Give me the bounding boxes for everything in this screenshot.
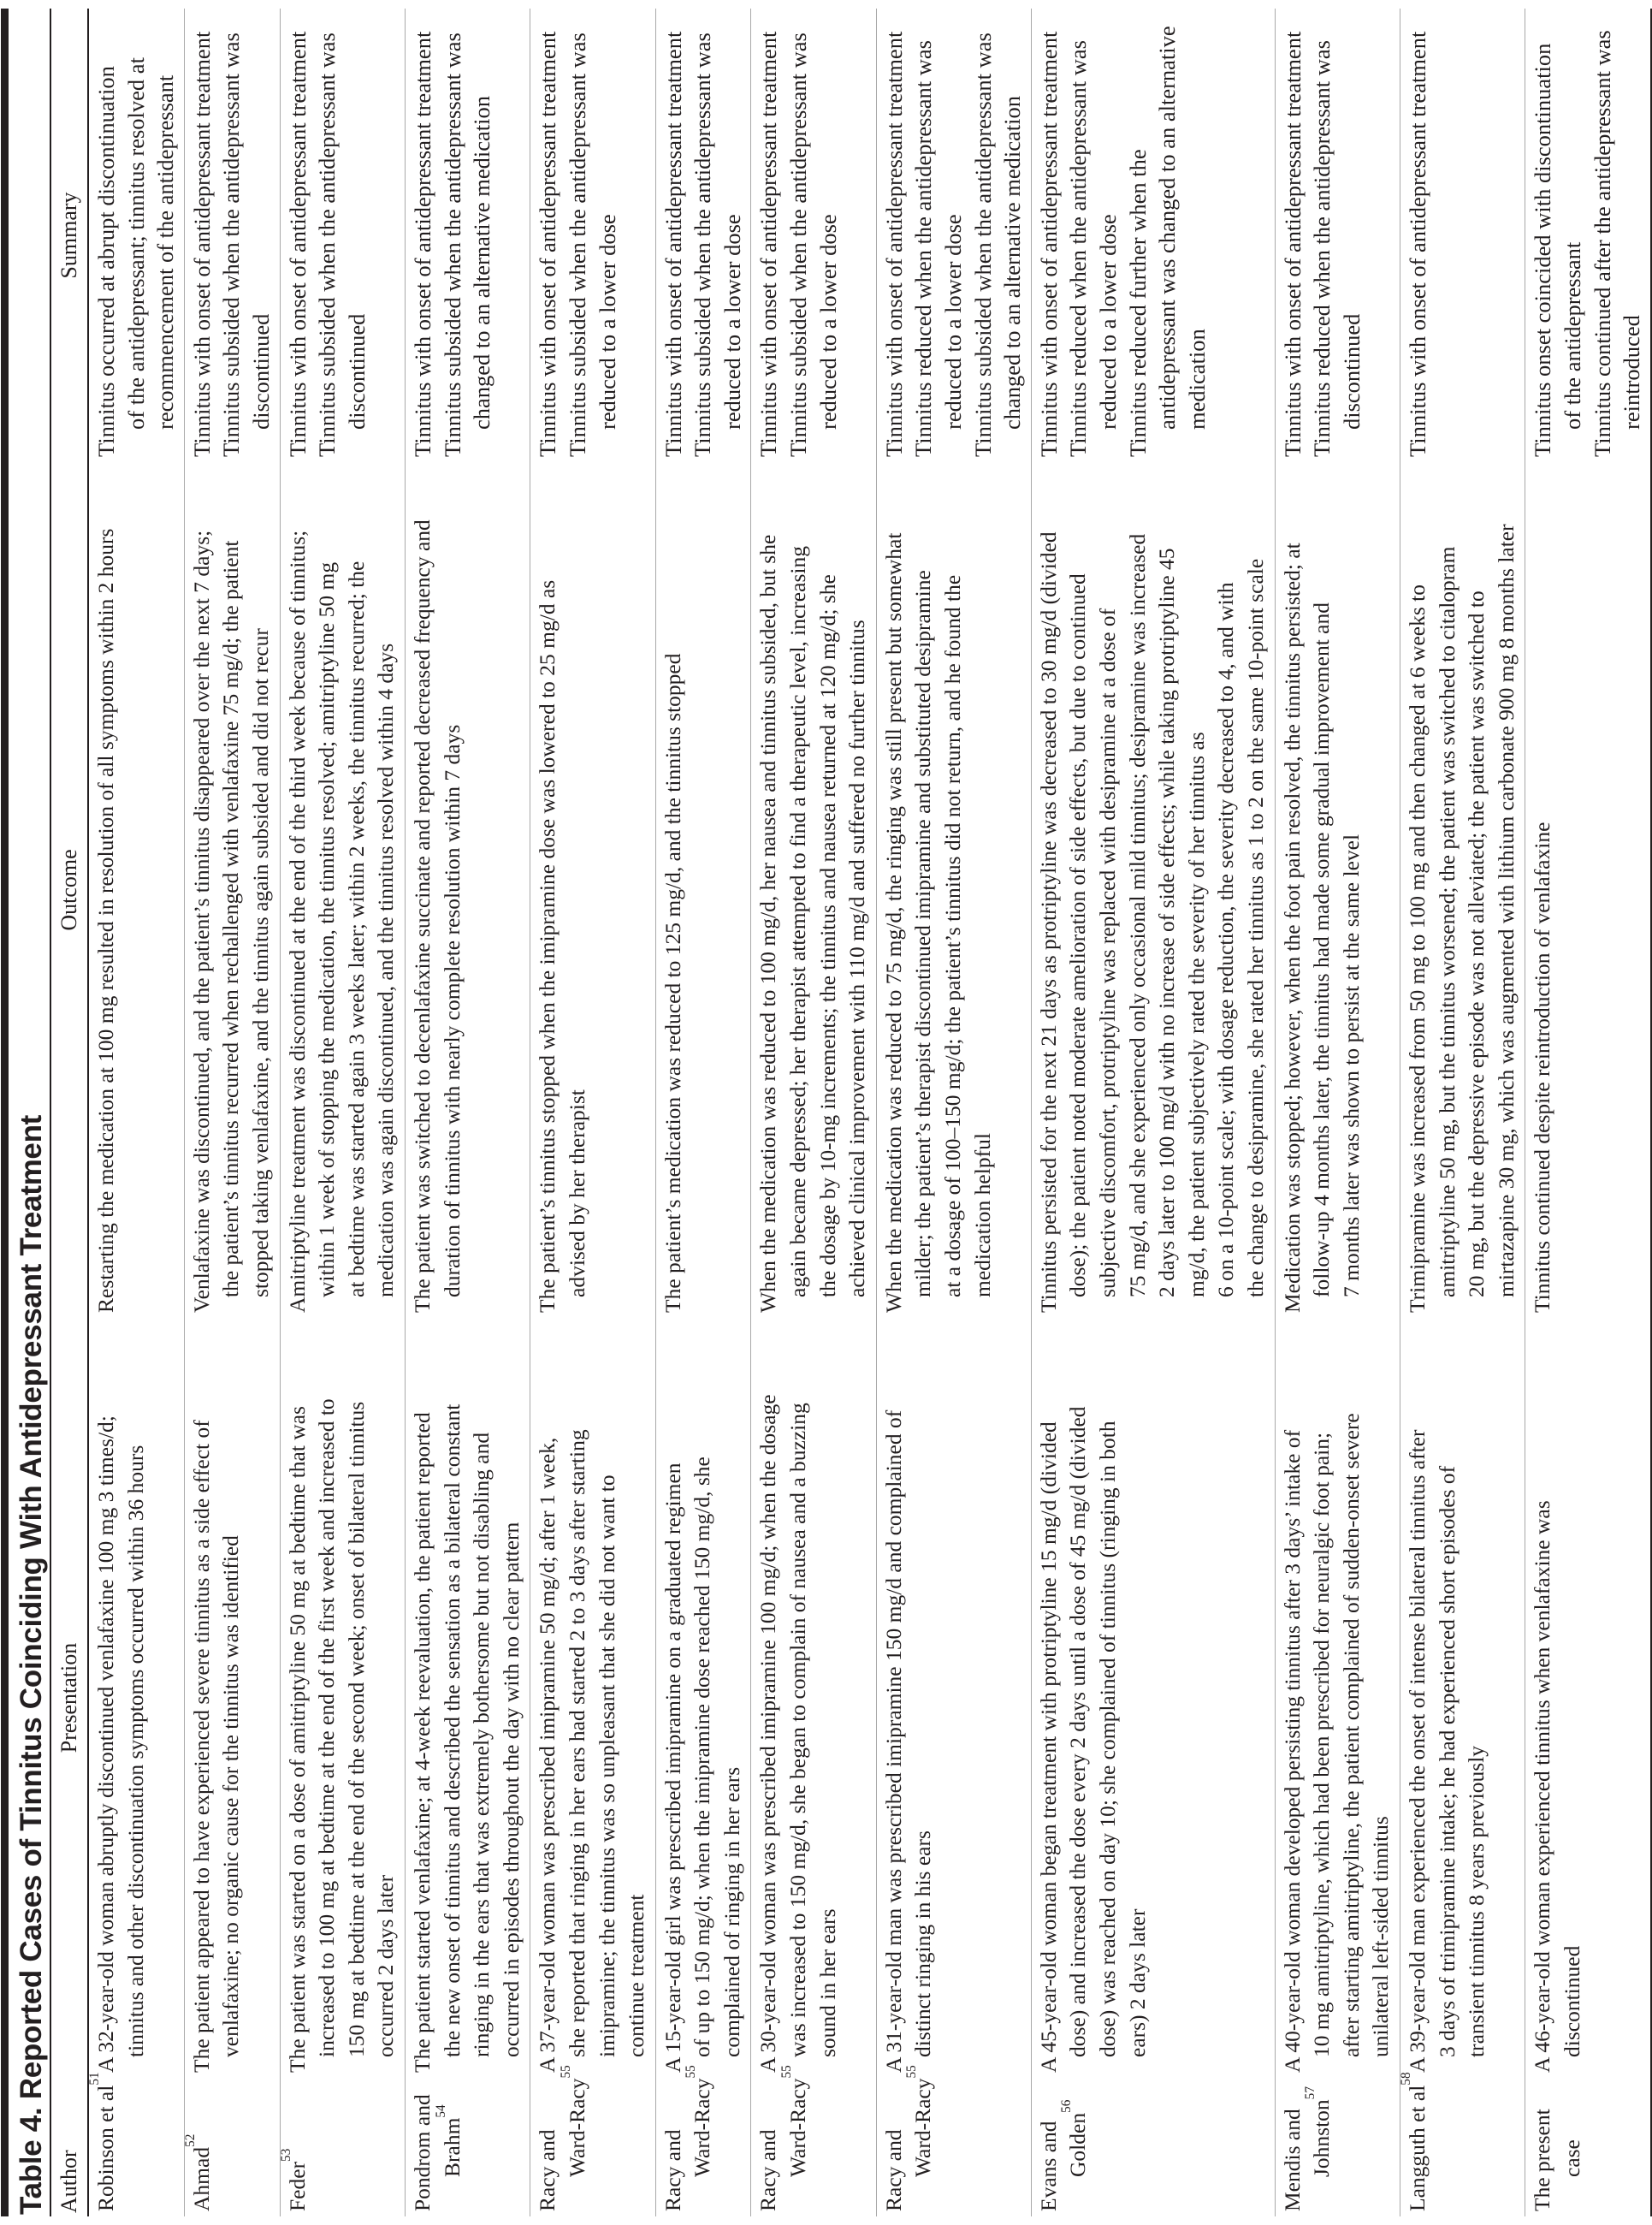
summary-line: Tinnitus reduced when the antidepressant was [1309, 40, 1335, 457]
author-cell [184, 2078, 280, 2216]
outcome-line: Venlafaxine was discontinued, and the patient’s tinnitus disappeared over the next 7 days; [188, 530, 214, 1313]
outcome-line: mirtazapine 30 mg, which was augmented with lithium carbonate 900 mg 8 months later [1493, 524, 1519, 1297]
summary-paragraph [1528, 12, 1587, 457]
outcome-line: 75 mg/d, and she experienced only occasional mild tinnitus; desipramine was increased [1124, 533, 1150, 1297]
presentation-paragraph [1528, 1321, 1587, 2073]
presentation-cell [1525, 1318, 1651, 2078]
summary-paragraph [187, 12, 217, 457]
outcome-line: The patient was switched to decenlafaxine succinate and reported decreased frequency and [409, 519, 435, 1313]
summary-paragraph [533, 12, 563, 457]
outcome-line: 20 mg, but the depressive episode was not alleviated; the patient was switched to [1464, 590, 1489, 1297]
summary-cell [876, 9, 1031, 462]
outcome-paragraph [187, 466, 276, 1313]
summary-paragraph [312, 12, 371, 457]
presentation-line: tinnitus and other discontinuation symptoms occurred within 36 hours [122, 1445, 148, 2057]
outcome-paragraph [1278, 466, 1367, 1313]
summary-paragraph [968, 12, 1027, 457]
presentation-paragraph [1034, 1321, 1152, 2073]
table-row [1525, 9, 1651, 2216]
summary-cell [1031, 9, 1275, 462]
summary-cell [1400, 9, 1525, 462]
author-cell [751, 2065, 876, 2216]
reference-number: 57 [1303, 2086, 1318, 2100]
outcome-cell [655, 462, 751, 1318]
presentation-line: imipramine; the tinnitus was so unpleasant that she did not want to [594, 1474, 619, 2057]
presentation-cell [530, 1318, 655, 2078]
summary-paragraph [1403, 12, 1433, 457]
summary-cell [1525, 9, 1651, 462]
summary-paragraph [438, 12, 497, 457]
summary-line: Tinnitus continued after the antidepressant was [1589, 30, 1615, 457]
author-line [278, 2081, 313, 2211]
author-name: Racy and [880, 2129, 906, 2211]
author-cell [1275, 2078, 1400, 2216]
summary-line: Tinnitus with onset of antidepressant treatment [1279, 31, 1306, 457]
presentation-line: A 40-year-old woman developed persisting tinnitus after 3 days’ intake of [1279, 1429, 1305, 2073]
outcome-line: Tinnitus continued despite reintroduction of venlafaxine [1530, 822, 1555, 1313]
reference-number: 55 [558, 2065, 573, 2079]
author-line [1528, 2081, 1558, 2211]
author-line [754, 2081, 784, 2211]
presentation-line: The patient started venlafaxine; at 4-week reevaluation, the patient reported [409, 1412, 435, 2073]
author-name: Golden [1065, 2112, 1091, 2177]
presentation-cell [655, 1318, 751, 2078]
summary-line: Tinnitus subsided when the antidepressant was [439, 33, 465, 457]
presentation-paragraph [283, 1321, 401, 2073]
outcome-line: The patient’s tinnitus stopped when the imipramine dose was lowered to 25 mg/d as [535, 579, 560, 1313]
presentation-line: complained of ringing in her ears [719, 1766, 744, 2057]
outcome-line: at a dosage of 100–150 mg/d; the patient’s tinnitus did not return, and he found the [940, 574, 966, 1297]
presentation-line: dose) and increased the dose every 2 days until a dose of 45 mg/d (divided [1065, 1406, 1091, 2057]
summary-line: Tinnitus subsided when the antidepressant was [785, 33, 812, 457]
cases-table [50, 9, 1652, 2216]
outcome-cell [1400, 462, 1525, 1318]
summary-paragraph [563, 12, 622, 457]
presentation-cell [1400, 1318, 1525, 2078]
table-row [280, 9, 405, 2216]
summary-line: Tinnitus reduced when the antidepressant was [910, 40, 937, 457]
presentation-cell [1275, 1318, 1400, 2078]
outcome-cell [405, 462, 530, 1318]
summary-line: discontinued [343, 313, 370, 430]
summary-paragraph [408, 12, 438, 457]
presentation-paragraph [1403, 1321, 1492, 2073]
outcome-line: dose); the patient noted moderate amelioration of side effects, but due to continued [1065, 573, 1091, 1297]
presentation-line: the new onset of tinnitus and described the sensation as a bilateral constant [439, 1403, 465, 2057]
outcome-paragraph [1528, 466, 1558, 1313]
outcome-line: at bedtime was started again 3 weeks later; within 2 weeks, the tinnitus recurred; the [343, 561, 369, 1297]
presentation-line: dose) was reached on day 10; she complained of tinnitus (ringing in both [1095, 1421, 1120, 2057]
author-name: Ward-Racy [910, 2078, 936, 2177]
table-row [184, 9, 280, 2216]
outcome-cell [88, 462, 184, 1318]
top-rule [1, 9, 9, 2216]
table-row [751, 9, 876, 2216]
column-header-outcome: Outcome [56, 849, 81, 931]
summary-line: discontinued [247, 313, 274, 430]
summary-cell [1275, 9, 1400, 462]
summary-cell [751, 9, 876, 462]
summary-line: Tinnitus with onset of antidepressant treatment [880, 31, 907, 457]
reference-number: 55 [779, 2065, 795, 2079]
author-name: Langguth et al [1404, 2085, 1430, 2211]
summary-line: Tinnitus with onset of antidepressant treatment [1404, 31, 1430, 457]
summary-cell [280, 9, 405, 462]
author-line [1558, 2081, 1588, 2211]
author-name: Feder [284, 2161, 310, 2211]
author-line [904, 2065, 939, 2211]
presentation-line: 150 mg at bedtime at the end of the second week; onset of bilateral tinnitus [343, 1401, 369, 2057]
outcome-cell [530, 462, 655, 1318]
summary-line: recommencement of the antidepressant [152, 74, 179, 430]
outcome-line: 7 months later was shown to persist at the same level [1338, 834, 1364, 1297]
author-name: Ward-Racy [564, 2078, 589, 2177]
summary-cell [530, 9, 655, 462]
outcome-line: the change to desipramine, she rated her tinnitus as 1 to 2 on the same 10-point scale [1242, 558, 1268, 1297]
author-name: Racy and [755, 2129, 781, 2211]
outcome-cell [184, 462, 280, 1318]
presentation-line: venlafaxine; no organic cause for the tinnitus was identified [218, 1535, 244, 2057]
presentation-line: of up to 150 mg/d; when the imipramine dose reached 150 mg/d, she [690, 1457, 715, 2057]
presentation-paragraph [533, 1321, 651, 2073]
presentation-paragraph [408, 1321, 526, 2073]
author-name: Ward-Racy [690, 2078, 715, 2177]
outcome-line: again became depressed; her therapist attempted to find a therapeutic level, increasing [785, 546, 811, 1297]
header-row [50, 9, 88, 2216]
summary-line: Tinnitus subsided when the antidepressant was [314, 33, 340, 457]
author-name: Racy and [535, 2129, 560, 2211]
summary-line: medication [1183, 329, 1210, 430]
summary-paragraph [659, 12, 689, 457]
presentation-line: 10 mg amitriptyline, which had been prescribed for neuralgic foot pain; [1309, 1432, 1335, 2057]
table-row [88, 9, 184, 2216]
summary-cell [184, 9, 280, 462]
presentation-paragraph [1278, 1321, 1396, 2073]
outcome-line: The patient’s medication was reduced to 125 mg/d, and the tinnitus stopped [660, 653, 685, 1313]
outcome-line: duration of tinnitus with nearly complete resolution within 7 days [439, 724, 465, 1297]
outcome-line: Trimipramine was increased from 50 mg to 100 mg and then changed at 6 weeks to [1404, 584, 1430, 1313]
table-row [1400, 9, 1525, 2216]
outcome-paragraph [1403, 466, 1521, 1313]
table-row [876, 9, 1031, 2216]
summary-line: Tinnitus with onset of antidepressant treatment [755, 31, 782, 457]
author-cell [655, 2065, 751, 2216]
presentation-line: ringing in the ears that was extremely bothersome but not disabling and [469, 1432, 494, 2057]
presentation-line: A 32-year-old woman abruptly discontinued venlafaxine 100 mg 3 times/d; [93, 1415, 118, 2073]
outcome-line: 6 on a 10-point scale; with dosage reduction, the severity decreased to 4, and with [1213, 582, 1239, 1297]
presentation-cell [280, 1318, 405, 2078]
table-row [655, 9, 751, 2216]
author-line [1059, 2081, 1093, 2211]
outcome-paragraph [533, 466, 592, 1313]
author-line [1303, 2081, 1337, 2211]
summary-paragraph [1063, 12, 1122, 457]
summary-line: Tinnitus subsided when the antidepressant was [969, 33, 996, 457]
presentation-line: she reported that ringing in her ears had started 2 to 3 days after starting [564, 1429, 589, 2057]
presentation-line: A 46-year-old woman experienced tinnitus when venlafaxine was [1530, 1500, 1555, 2073]
column-header-summary: Summary [56, 192, 81, 279]
summary-line: Tinnitus subsided when the antidepressant was [218, 33, 245, 457]
author-line [779, 2065, 814, 2211]
summary-line: reduced to a lower dose [594, 214, 620, 430]
summary-line: reduced to a lower dose [1095, 214, 1121, 430]
author-cell [280, 2078, 405, 2216]
reference-number: 52 [182, 2133, 198, 2147]
author-name: Evans and [1035, 2121, 1061, 2211]
outcome-line: Restarting the medication at 100 mg resulted in resolution of all symptoms within 2 hours [93, 528, 118, 1313]
table-row [1275, 9, 1400, 2216]
author-line [1398, 2072, 1433, 2211]
summary-line: Tinnitus subsided when the antidepressant was [690, 33, 716, 457]
outcome-line: When the medication was reduced to 100 mg/d, her nausea and tinnitus subsided, but she [755, 534, 781, 1313]
summary-paragraph [879, 12, 909, 457]
author-name: case [1559, 2139, 1584, 2177]
presentation-cell [184, 1318, 280, 2078]
summary-line: of the antidepressant [1559, 241, 1585, 430]
presentation-cell [405, 1318, 530, 2078]
reference-number: 54 [433, 2104, 448, 2118]
outcome-line: advised by her therapist [564, 1089, 589, 1297]
author-line [879, 2081, 909, 2211]
outcome-paragraph [408, 466, 467, 1313]
summary-line: reduced to a lower dose [719, 214, 745, 430]
presentation-line: A 31-year-old man was prescribed imipramine 150 mg/d and complained of [880, 1409, 906, 2073]
author-cell [1398, 2072, 1525, 2216]
table-body [88, 9, 1651, 2216]
author-cell [405, 2078, 530, 2216]
author-name: The present [1530, 2109, 1555, 2211]
reference-number: 53 [278, 2148, 293, 2162]
author-cell [1031, 2078, 1275, 2216]
outcome-cell [1275, 462, 1400, 1318]
presentation-line: sound in her ears [814, 1908, 840, 2057]
column-header-presentation: Presentation [56, 1642, 81, 1753]
table-row [1031, 9, 1275, 2216]
outcome-line: milder; the patient’s therapist discontinued imipramine and substituted desipramine [910, 570, 936, 1297]
outcome-line: When the medication was reduced to 75 mg/d, the ringing was still present but somewhat [880, 532, 906, 1313]
reference-number: 56 [1059, 2099, 1075, 2113]
author-line [558, 2065, 593, 2211]
outcome-line: follow-up 4 months later, the tinnitus had made some gradual improvement and [1309, 602, 1335, 1297]
summary-line: Tinnitus with onset of antidepressant treatment [188, 31, 215, 457]
summary-cell [405, 9, 530, 462]
outcome-paragraph [283, 466, 401, 1313]
author-name: Ahmad [188, 2146, 214, 2211]
presentation-line: A 15-year-old girl was prescribed imipramine on a graduated regimen [660, 1463, 685, 2073]
outcome-line: medication helpful [969, 1133, 995, 1297]
summary-paragraph [909, 12, 968, 457]
outcome-line: achieved clinical improvement with 110 mg/d and suffered no further tinnitus [844, 620, 870, 1297]
outcome-line: Tinnitus persisted for the next 21 days as protriptyline was decreased to 30 mg/d (divided [1035, 531, 1061, 1313]
summary-paragraph [754, 12, 784, 457]
outcome-line: medication was again discontinued, and the tinnitus resolved within 4 days [373, 643, 399, 1297]
author-line [659, 2081, 689, 2211]
presentation-paragraph [187, 1321, 246, 2073]
author-name: Ward-Racy [785, 2078, 811, 2177]
presentation-line: distinct ringing in his ears [910, 1830, 936, 2057]
outcome-line: the dosage by 10-mg increments; the tinnitus and nausea returned at 120 mg/d; she [814, 574, 840, 1297]
presentation-paragraph [92, 1321, 151, 2073]
author-line [533, 2081, 563, 2211]
outcome-paragraph [659, 466, 689, 1313]
summary-paragraph [92, 12, 181, 457]
author-cell [530, 2065, 655, 2216]
outcome-line: Medication was stopped; however, when the foot pain resolved, the tinnitus persisted; at [1279, 543, 1305, 1313]
author-line [182, 2081, 217, 2211]
column-header-author: Author [56, 2150, 81, 2213]
author-line [433, 2081, 468, 2211]
outcome-paragraph [754, 466, 872, 1313]
summary-line: Tinnitus with onset of antidepressant treatment [284, 31, 311, 457]
presentation-line: A 30-year-old woman was prescribed imipramine 100 mg/d; when the dosage [755, 1394, 781, 2073]
presentation-cell [751, 1318, 876, 2078]
presentation-line: increased to 100 mg at bedtime at the end of the first week and increased to [314, 1398, 340, 2057]
author-cell [1525, 2078, 1651, 2216]
reference-number: 58 [1398, 2072, 1413, 2086]
outcome-paragraph [879, 466, 998, 1313]
table-row [405, 9, 530, 2216]
presentation-line: A 39-year-old man experienced the onset of intense bilateral tinnitus after [1404, 1429, 1430, 2073]
summary-line: Tinnitus reduced further when the [1124, 149, 1151, 457]
presentation-cell [88, 1318, 184, 2078]
summary-line: reduced to a lower dose [814, 214, 841, 430]
summary-line: Tinnitus with onset of antidepressant treatment [409, 31, 435, 457]
presentation-line: A 45-year-old woman began treatment with protriptyline 15 mg/d (divided [1035, 1421, 1061, 2073]
outcome-line: 2 days later to 100 mg/d with no increase of side effects; while taking protriptyline 45 [1154, 548, 1180, 1297]
author-name: Robinson et al [93, 2085, 118, 2211]
author-name: Brahm [439, 2117, 465, 2177]
presentation-line: discontinued [1559, 1945, 1584, 2057]
summary-line: Tinnitus with onset of antidepressant treatment [660, 31, 686, 457]
presentation-line: A 37-year-old woman was prescribed imipramine 50 mg/d; after 1 week, [535, 1437, 560, 2073]
outcome-line: within 1 week of stopping the medication, the tinnitus resolved; amitriptyline 50 mg [314, 561, 340, 1297]
outcome-paragraph [92, 466, 121, 1313]
author-name: Pondrom and [409, 2094, 435, 2211]
outcome-cell [280, 462, 405, 1318]
outcome-line: subjective discomfort, protriptyline was replaced with desipramine at a dose of [1095, 608, 1120, 1297]
summary-paragraph [1123, 12, 1212, 457]
summary-line: changed to an alternative medication [999, 96, 1026, 430]
outcome-cell [1525, 462, 1651, 1318]
presentation-line: The patient was started on a dose of amitriptyline 50 mg at bedtime that was [284, 1406, 310, 2073]
reference-number: 51 [87, 2072, 102, 2086]
summary-line: Tinnitus subsided when the antidepressant was [564, 33, 590, 457]
outcome-cell [876, 462, 1031, 1318]
summary-paragraph [1588, 12, 1647, 457]
reference-number: 55 [684, 2065, 699, 2079]
summary-line: Tinnitus with onset of antidepressant treatment [535, 31, 561, 457]
presentation-paragraph [754, 1321, 843, 2073]
presentation-line: after starting amitriptyline, the patient complained of sudden-onset severe [1338, 1413, 1364, 2057]
presentation-line: was increased to 150 mg/d, she began to complain of nausea and a buzzing [785, 1403, 811, 2057]
presentation-line: occurred in episodes throughout the day with no clear pattern [498, 1522, 524, 2057]
presentation-cell [1031, 1318, 1275, 2078]
author-cell [87, 2072, 184, 2216]
table-row [530, 9, 655, 2216]
outcome-line: Amitriptyline treatment was discontinued at the end of the third week because of tinnitus; [284, 530, 310, 1313]
presentation-line: ears) 2 days later [1124, 1908, 1150, 2057]
summary-paragraph [1034, 12, 1064, 457]
outcome-line: the patient’s tinnitus recurred when rechallenged with venlafaxine 75 mg/d; the patient [218, 540, 244, 1297]
summary-line: Tinnitus occurred at abrupt discontinuation [93, 66, 119, 457]
reference-number: 55 [904, 2065, 920, 2079]
summary-paragraph [283, 12, 313, 457]
summary-paragraph [1278, 12, 1308, 457]
summary-paragraph [1307, 12, 1366, 457]
summary-line: antidepressant was changed to an alternative [1154, 26, 1181, 430]
presentation-line: unilateral left-sided tinnitus [1368, 1816, 1394, 2057]
summary-cell [88, 9, 184, 462]
summary-line: Tinnitus reduced when the antidepressant was [1065, 40, 1092, 457]
author-name: Racy and [660, 2129, 685, 2211]
summary-paragraph [784, 12, 843, 457]
presentation-line: transient tinnitus 8 years previously [1464, 1745, 1489, 2057]
summary-cell [655, 9, 751, 462]
presentation-paragraph [879, 1321, 939, 2073]
presentation-paragraph [659, 1321, 748, 2073]
author-line [684, 2065, 718, 2211]
presentation-line: The patient appeared to have experienced severe tinnitus as a side effect of [188, 1420, 214, 2073]
author-line [87, 2072, 121, 2211]
summary-line: Tinnitus with onset of antidepressant treatment [1035, 31, 1062, 457]
author-line [1278, 2081, 1308, 2211]
author-cell [876, 2065, 1031, 2216]
author-name: Mendis and [1279, 2109, 1305, 2211]
outcome-line: amitriptyline 50 mg, but the tinnitus worsened; the patient was switched to citalopram [1434, 546, 1460, 1297]
outcome-line: stopped taking venlafaxine, and the tinnitus again subsided and did not recur [247, 628, 273, 1297]
presentation-line: occurred 2 days later [373, 1874, 399, 2057]
presentation-cell [876, 1318, 1031, 2078]
summary-paragraph [688, 12, 747, 457]
summary-line: Tinnitus onset coincided with discontinuation [1530, 43, 1556, 457]
outcome-line: mg/d, the patient subjectively rated the severity of her tinnitus as [1183, 732, 1209, 1297]
presentation-line: continue treatment [624, 1894, 649, 2057]
outcome-cell [751, 462, 876, 1318]
outcome-cell [1031, 462, 1275, 1318]
summary-line: discontinued [1338, 313, 1365, 430]
table-title: Table 4. Reported Cases of Tinnitus Coinciding With Antidepressant Treatment [15, 1114, 48, 2215]
outcome-paragraph [1034, 466, 1271, 1313]
presentation-line: 3 days of trimipramine intake; he had experienced short episodes of [1434, 1465, 1460, 2057]
summary-paragraph [216, 12, 275, 457]
summary-line: reintroduced [1619, 315, 1645, 430]
author-name: Johnston [1309, 2099, 1335, 2177]
summary-line: reduced to a lower dose [940, 214, 967, 430]
summary-line: changed to an alternative medication [469, 96, 495, 430]
author-line [408, 2081, 438, 2211]
summary-line: of the antidepressant; tinnitus resolved at [122, 57, 149, 430]
